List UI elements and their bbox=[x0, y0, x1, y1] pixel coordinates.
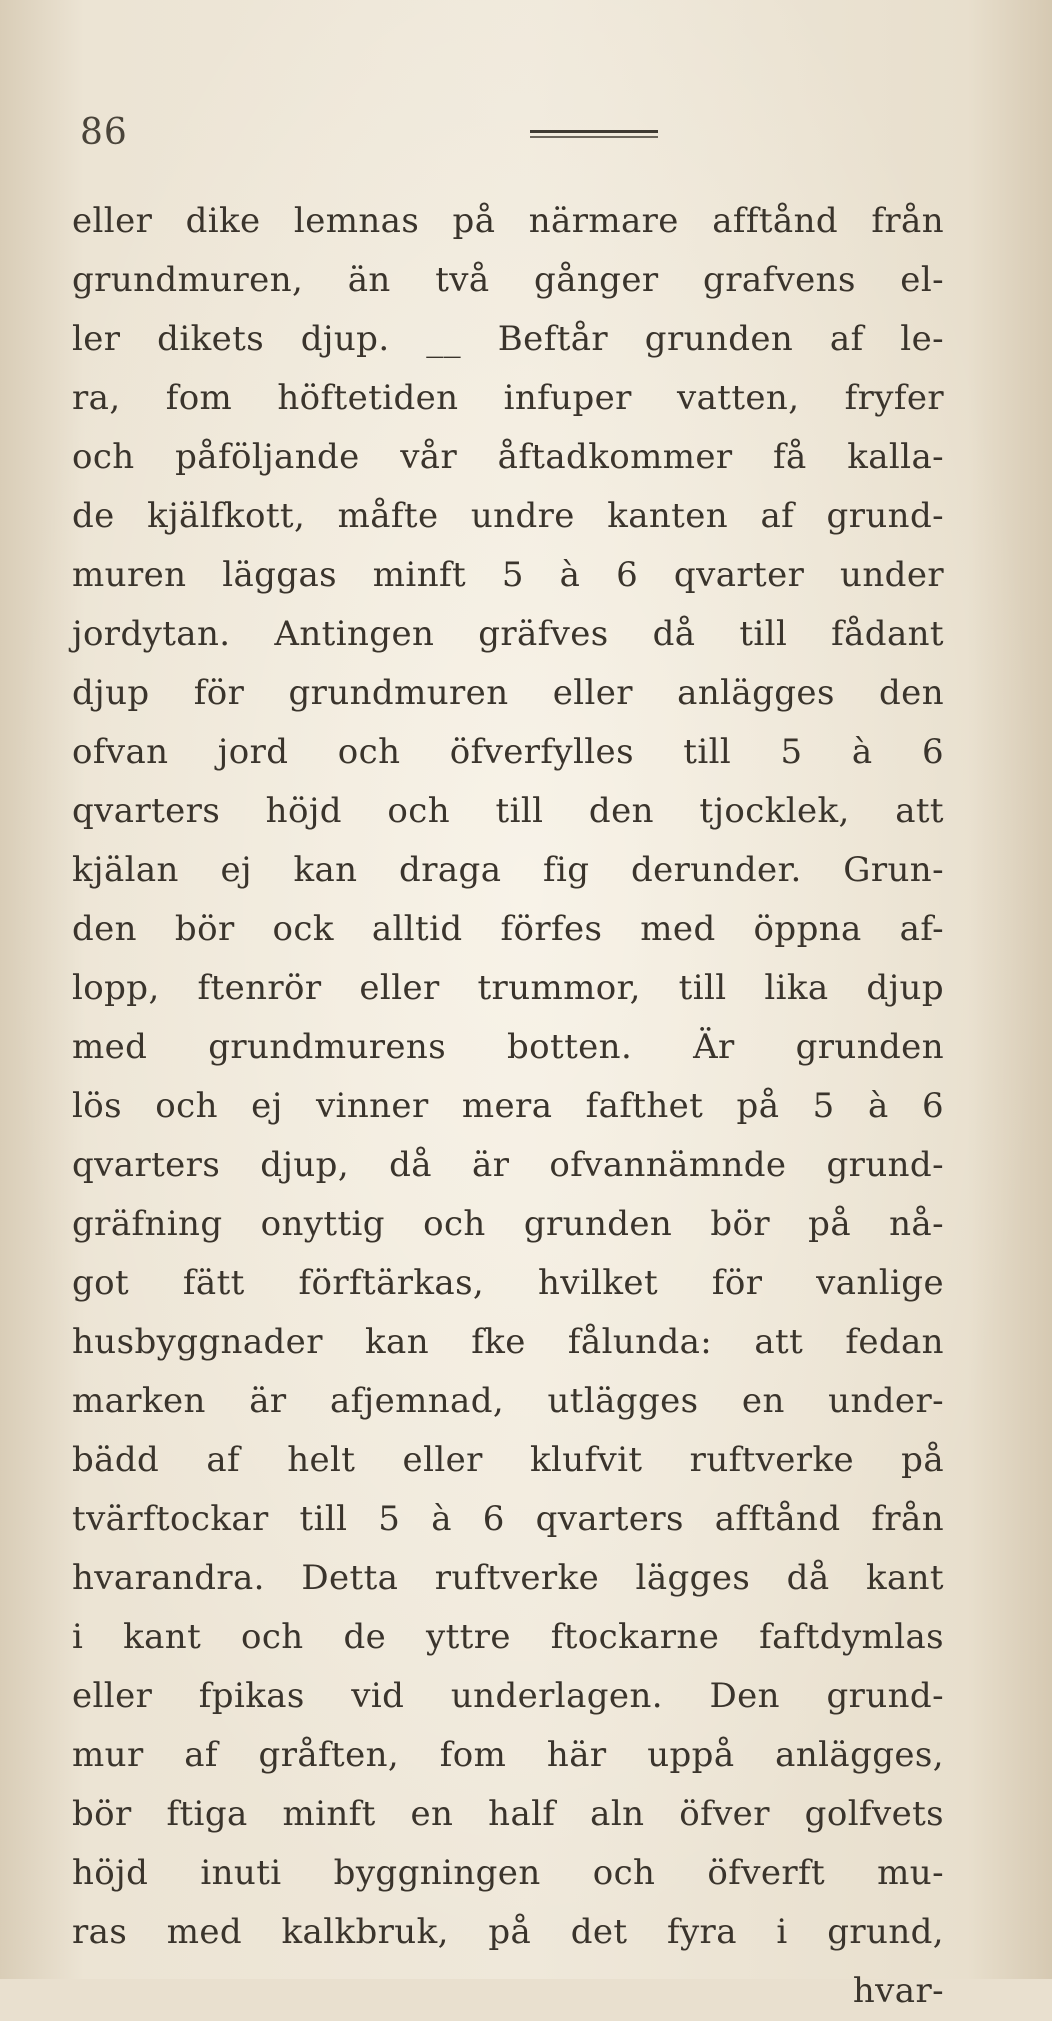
text-line: marken är afjemnad, utlägges en under- bbox=[72, 1381, 944, 1421]
text-line: ra, fom höftetiden infuper vatten, fryfer bbox=[72, 378, 944, 418]
text-line: djup för grundmuren eller anlägges den bbox=[72, 673, 944, 713]
header-rule bbox=[530, 130, 658, 144]
text-line: med grundmurens botten. Är grunden bbox=[72, 1027, 944, 1067]
text-line: bädd af helt eller klufvit ruftverke på bbox=[72, 1440, 944, 1480]
text-line: jordytan. Antingen gräfves då till fådant bbox=[72, 614, 944, 654]
catchword: hvar- bbox=[852, 1971, 944, 2011]
text-line: gräfning onyttig och grunden bör på nå- bbox=[72, 1204, 944, 1244]
text-line: eller dike lemnas på närmare afftånd från bbox=[72, 201, 944, 241]
text-line: i kant och de yttre ftockarne faftdymlas bbox=[72, 1617, 944, 1657]
text-line: och påföljande vår åftadkommer få kalla- bbox=[72, 437, 944, 477]
page-header bbox=[80, 112, 960, 172]
text-line: kjälan ej kan draga fig derunder. Grun- bbox=[72, 850, 944, 890]
text-line: ler dikets djup. __ Beftår grunden af le- bbox=[72, 319, 944, 359]
text-line: lös och ej vinner mera fafthet på 5 à 6 bbox=[72, 1086, 944, 1126]
page-number: 86 bbox=[80, 112, 128, 153]
text-line: ofvan jord och öfverfylles till 5 à 6 bbox=[72, 732, 944, 772]
text-line: hvarandra. Detta ruftverke lägges då kant bbox=[72, 1558, 944, 1598]
text-line: qvarters höjd och till den tjocklek, att bbox=[72, 791, 944, 831]
text-line: eller fpikas vid underlagen. Den grund- bbox=[72, 1676, 944, 1716]
text-line: den bör ock alltid förfes med öppna af- bbox=[72, 909, 944, 949]
text-line: tvärftockar till 5 à 6 qvarters afftånd från bbox=[72, 1499, 944, 1539]
body-text bbox=[72, 192, 944, 2021]
text-line: ras med kalkbruk, på det fyra i grund, bbox=[72, 1912, 944, 1952]
text-line: muren läggas minft 5 à 6 qvarter under bbox=[72, 555, 944, 595]
text-line: höjd inuti byggningen och öfverft mu- bbox=[72, 1853, 944, 1893]
text-line: de kjälfkott, måfte undre kanten af grund- bbox=[72, 496, 944, 536]
text-line: husbyggnader kan fke fålunda: att fedan bbox=[72, 1322, 944, 1362]
text-line: bör ftiga minft en half aln öfver golfvets bbox=[72, 1794, 944, 1834]
text-line: mur af gråften, fom här uppå anlägges, bbox=[72, 1735, 944, 1775]
text-line: grundmuren, än två gånger grafvens el- bbox=[72, 260, 944, 300]
text-line: lopp, ftenrör eller trummor, till lika djup bbox=[72, 968, 944, 1008]
text-line: got fätt förftärkas, hvilket för vanlige bbox=[72, 1263, 944, 1303]
text-line: qvarters djup, då är ofvannämnde grund- bbox=[72, 1145, 944, 1185]
